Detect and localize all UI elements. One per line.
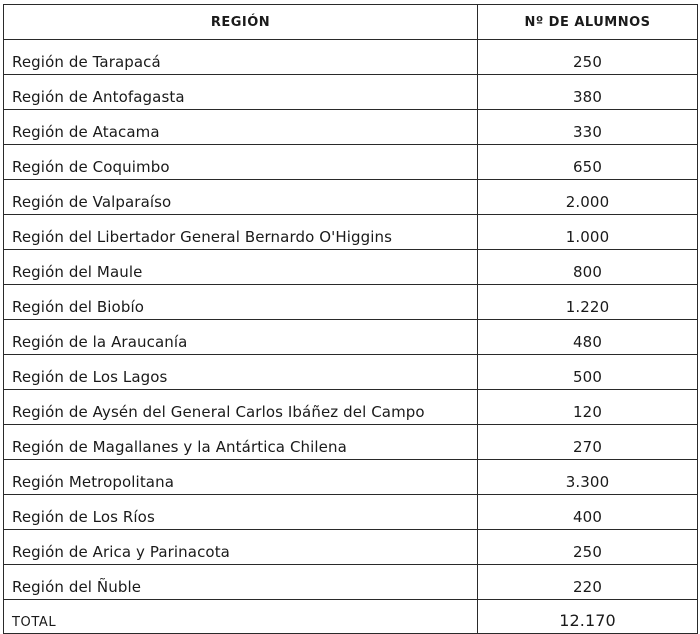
table-header-row	[4, 5, 698, 40]
students-cell: 650	[478, 145, 698, 180]
region-cell: Región de Los Ríos	[4, 495, 478, 530]
table-row	[4, 460, 698, 495]
students-cell: 480	[478, 320, 698, 355]
students-cell: 250	[478, 40, 698, 75]
region-cell: Región de Antofagasta	[4, 75, 478, 110]
students-cell: 250	[478, 530, 698, 565]
table-row	[4, 565, 698, 600]
region-cell: Región de Los Lagos	[4, 355, 478, 390]
table-row	[4, 495, 698, 530]
students-cell: 500	[478, 355, 698, 390]
region-cell: Región del Maule	[4, 250, 478, 285]
region-cell: Región de Valparaíso	[4, 180, 478, 215]
table-row	[4, 285, 698, 320]
region-cell: Región Metropolitana	[4, 460, 478, 495]
table-row	[4, 355, 698, 390]
region-cell: Región de Magallanes y la Antártica Chilena	[4, 425, 478, 460]
table-row	[4, 215, 698, 250]
region-cell: Región del Ñuble	[4, 565, 478, 600]
students-by-region-table	[3, 4, 698, 634]
region-cell: Región del Biobío	[4, 285, 478, 320]
table-row	[4, 320, 698, 355]
students-cell: 120	[478, 390, 698, 425]
region-cell: Región de Atacama	[4, 110, 478, 145]
total-value: 12.170	[478, 600, 698, 634]
table-row	[4, 390, 698, 425]
region-cell: Región del Libertador General Bernardo O'Higgins	[4, 215, 478, 250]
students-cell: 400	[478, 495, 698, 530]
region-cell: Región de Arica y Parinacota	[4, 530, 478, 565]
region-cell: Región de Coquimbo	[4, 145, 478, 180]
region-cell: Región de Tarapacá	[4, 40, 478, 75]
students-cell: 1.000	[478, 215, 698, 250]
students-cell: 330	[478, 110, 698, 145]
region-cell: Región de Aysén del General Carlos Ibáñez del Campo	[4, 390, 478, 425]
table-row	[4, 40, 698, 75]
total-row	[4, 600, 698, 634]
table-row	[4, 180, 698, 215]
students-cell: 220	[478, 565, 698, 600]
region-column-header: REGIÓN	[4, 5, 478, 40]
students-cell: 2.000	[478, 180, 698, 215]
table-row	[4, 110, 698, 145]
table-row	[4, 425, 698, 460]
students-cell: 380	[478, 75, 698, 110]
students-cell: 270	[478, 425, 698, 460]
students-column-header: Nº DE ALUMNOS	[478, 5, 698, 40]
students-cell: 800	[478, 250, 698, 285]
table-row	[4, 75, 698, 110]
table-row	[4, 250, 698, 285]
table-row	[4, 145, 698, 180]
region-cell: Región de la Araucanía	[4, 320, 478, 355]
students-cell: 3.300	[478, 460, 698, 495]
students-cell: 1.220	[478, 285, 698, 320]
total-label: TOTAL	[4, 600, 478, 634]
table-row	[4, 530, 698, 565]
